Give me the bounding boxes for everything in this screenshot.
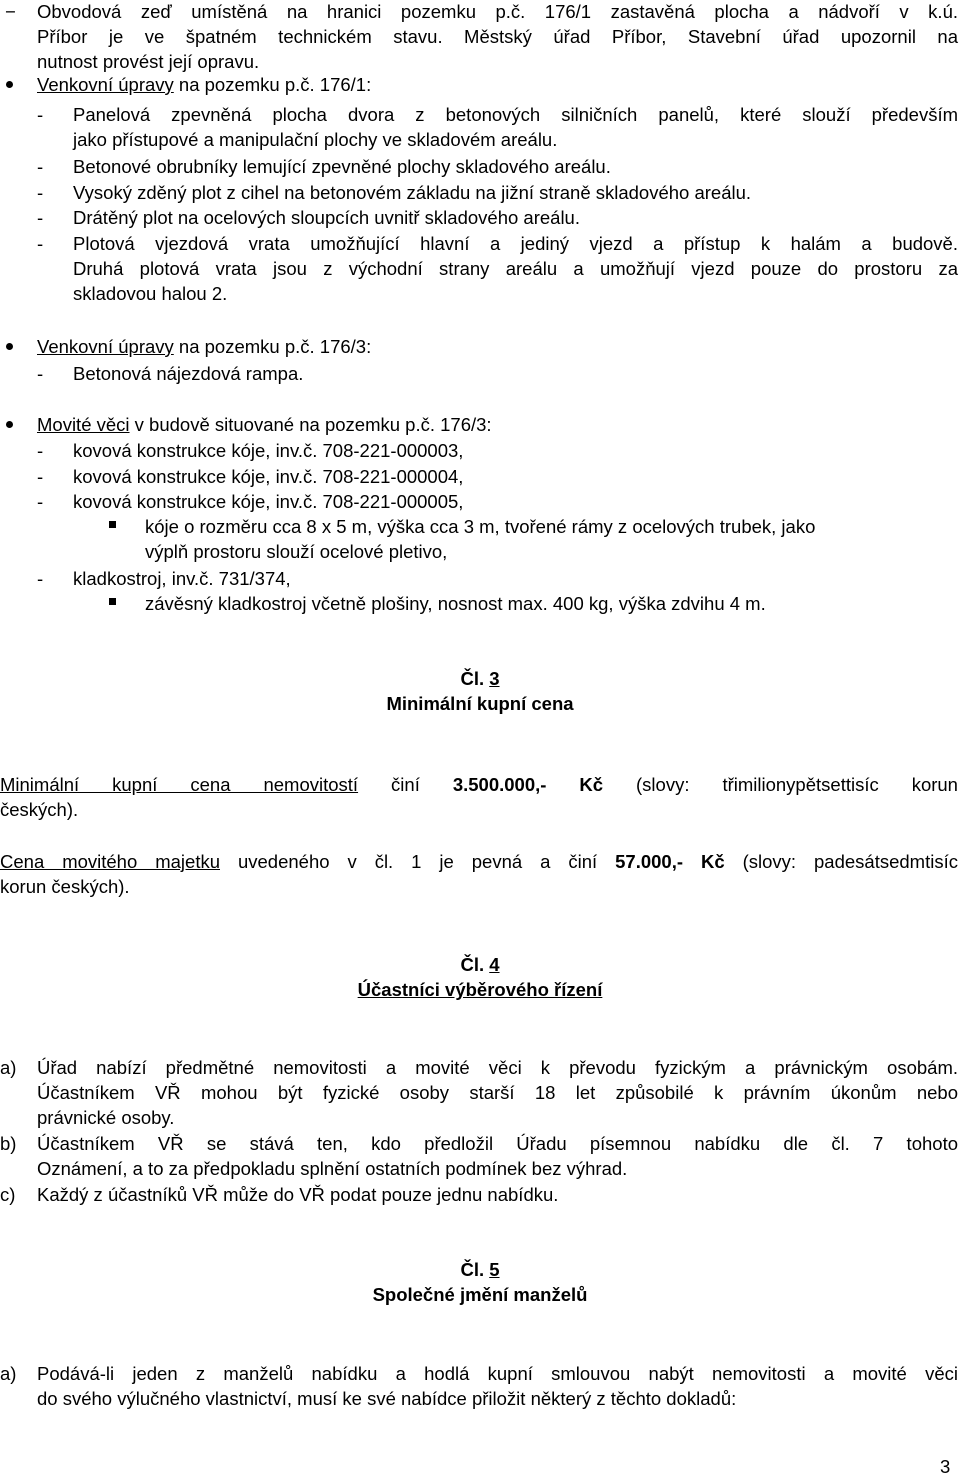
paragraph-line: Úřad nabízí předmětné nemovitosti a movité věci k převodu fyzickým a právnickým osobám.: [37, 1057, 958, 1078]
section-heading: [37, 73, 371, 97]
paragraph-line: do svého výlučného vlastnictví, musí ke své nabídce přiložit některý z těchto dokladů:: [37, 1388, 737, 1409]
list-item-line: kovová konstrukce kóje, inv.č. 708-221-000005,: [73, 491, 464, 512]
heading-underlined: Venkovní úpravy: [37, 336, 174, 357]
sub-item-line: kóje o rozměru cca 8 x 5 m, výška cca 3 m, tvořené rámy z ocelových trubek, jako: [145, 516, 816, 537]
dash-marker: -: [37, 104, 44, 125]
dash-marker: -: [37, 207, 44, 228]
bullet-icon: [6, 343, 13, 350]
section-heading: [37, 335, 371, 359]
paragraph-line: Každý z účastníků VŘ může do VŘ podat pouze jednu nabídku.: [37, 1184, 559, 1205]
list-item-line: kovová konstrukce kóje, inv.č. 708-221-000003,: [73, 440, 464, 461]
page-number: 3: [940, 1456, 951, 1477]
dash-marker: -: [37, 233, 44, 254]
paragraph-line: Cena movitého majetku uvedeného v čl. 1 je pevná a činí 57.000,- Kč (slovy: padesátsedmtisíc: [0, 851, 958, 872]
list-item-line: Drátěný plot na ocelových sloupcích uvnitř skladového areálu.: [73, 207, 580, 228]
list-item-line: kovová konstrukce kóje, inv.č. 708-221-000004,: [73, 466, 464, 487]
heading-rest: na pozemku p.č. 176/1:: [173, 74, 372, 95]
item-label: b): [0, 1133, 17, 1154]
bullet-icon: [6, 421, 13, 428]
section-heading: [37, 413, 492, 437]
paragraph-line: Účastníkem VŘ mohou být fyzické osoby starší 18 let způsobilé k právním úkonům nebo: [37, 1082, 958, 1103]
paragraph-line: Oznámení, a to za předpokladu splnění ostatních podmínek bez výhrad.: [37, 1158, 628, 1179]
item-label: a): [0, 1363, 17, 1384]
article-number: Čl. 3: [460, 668, 500, 689]
list-item-line: jako přístupové a manipulační plochy ve skladovém areálu.: [73, 129, 558, 150]
text-line: nutnost provést její opravu.: [37, 51, 260, 72]
paragraph-line: českých).: [0, 799, 79, 820]
paragraph-line: právnické osoby.: [37, 1107, 175, 1128]
list-item-line: Plotová vjezdová vrata umožňující hlavní a jediný vjezd a přístup k halám a budově.: [73, 233, 958, 254]
article-title: Minimální kupní cena: [386, 693, 574, 714]
paragraph-line: Účastníkem VŘ se stává ten, kdo předložil Úřadu písemnou nabídku dle čl. 7 tohoto: [37, 1133, 958, 1154]
list-item-line: Druhá plotová vrata jsou z východní strany areálu a umožňují vjezd pouze do prostoru za: [73, 258, 958, 279]
item-label: c): [0, 1184, 16, 1205]
list-item-line: skladovou halou 2.: [73, 283, 228, 304]
dash-marker: -: [37, 182, 44, 203]
paragraph-line: Minimální kupní cena nemovitostí činí 3.500.000,- Kč (slovy: třimilionypětsettisíc korun: [0, 774, 958, 795]
list-item-line: kladkostroj, inv.č. 731/374,: [73, 568, 291, 589]
article-number: Čl. 5: [460, 1259, 500, 1280]
heading-rest: na pozemku p.č. 176/3:: [173, 336, 372, 357]
heading-underlined: Movité věci: [37, 414, 130, 435]
bullet-icon: [6, 81, 13, 88]
list-item-line: Betonová nájezdová rampa.: [73, 363, 304, 384]
item-label: a): [0, 1057, 17, 1078]
heading-rest: v budově situované na pozemku p.č. 176/3:: [129, 414, 492, 435]
article-title: Účastníci výběrového řízení: [357, 979, 603, 1000]
paragraph-line: korun českých).: [0, 876, 130, 897]
list-item-line: Vysoký zděný plot z cihel na betonovém základu na jižní straně skladového areálu.: [73, 182, 752, 203]
article-number: Čl. 4: [460, 954, 500, 975]
list-item-line: Panelová zpevněná plocha dvora z betonových silničních panelů, které slouží především: [73, 104, 958, 125]
list-item-line: Betonové obrubníky lemující zpevněné plochy skladového areálu.: [73, 156, 611, 177]
article-title: Společné jmění manželů: [372, 1284, 588, 1305]
dash-marker: −: [5, 1, 16, 22]
text-line: Příbor je ve špatném technickém stavu. Městský úřad Příbor, Stavební úřad upozornil na: [37, 26, 958, 47]
dash-marker: -: [37, 156, 44, 177]
square-bullet-icon: [109, 598, 116, 605]
paragraph-line: Podává-li jeden z manželů nabídku a hodlá kupní smlouvou nabýt nemovitosti a movité věci: [37, 1363, 958, 1384]
heading-underlined: Venkovní úpravy: [37, 74, 174, 95]
dash-marker: -: [37, 363, 44, 384]
square-bullet-icon: [109, 521, 116, 528]
sub-item-line: závěsný kladkostroj včetně plošiny, nosnost max. 400 kg, výška zdvihu 4 m.: [145, 593, 766, 614]
sub-item-line: výplň prostoru slouží ocelové pletivo,: [145, 541, 448, 562]
text-line: Obvodová zeď umístěná na hranici pozemku p.č. 176/1 zastavěná plocha a nádvoří v k.ú.: [37, 1, 958, 22]
